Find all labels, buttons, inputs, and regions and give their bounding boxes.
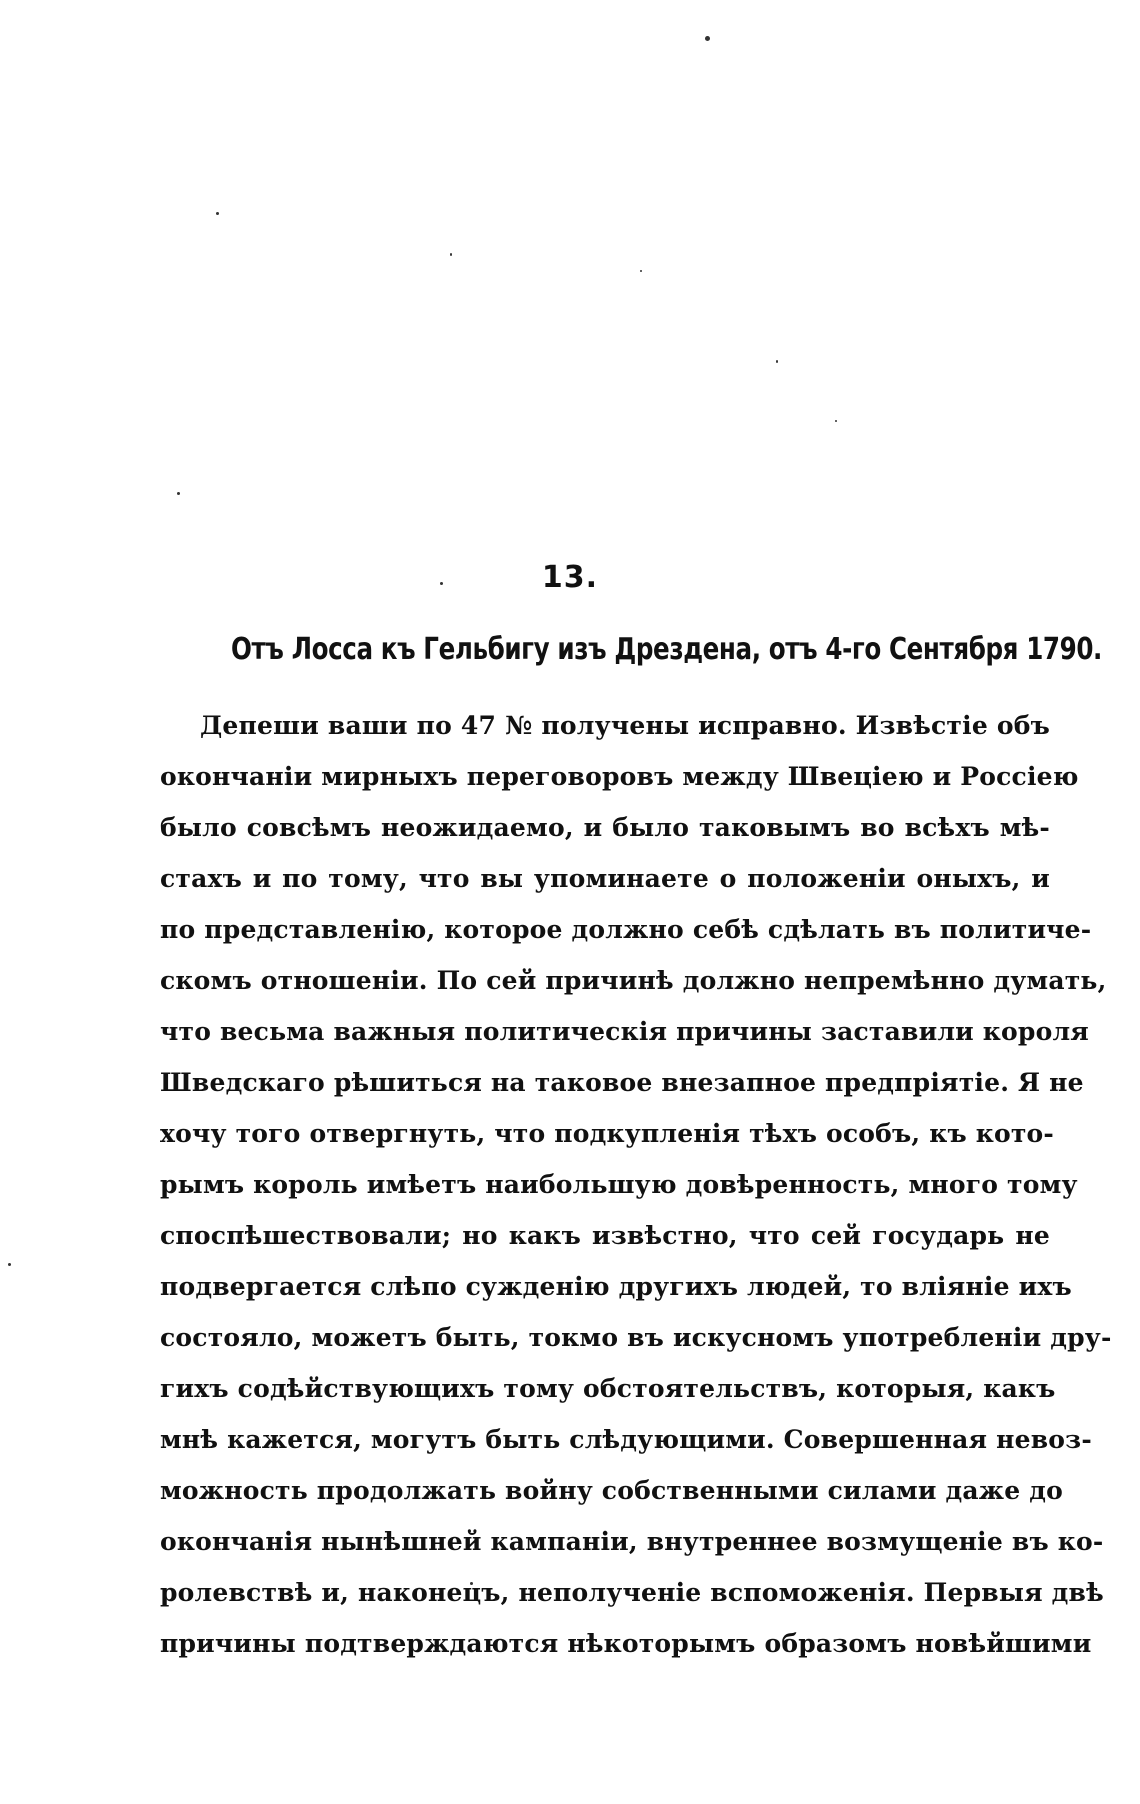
text-line: споспѣшествовали; но какъ извѣстно, что сей государь не [160, 1221, 1050, 1250]
text-line: что весьма важныя политическія причины заставили короля [160, 1017, 1089, 1046]
section-number: 13. [541, 560, 599, 595]
scan-speck [776, 360, 778, 363]
text-line: Депеши ваши по 47 № получены исправно. Извѣстіе объ [200, 711, 1050, 740]
letter-heading: Отъ Лосса къ Гельбигу изъ Дрездена, отъ 4-го Сентября 1790. [231, 632, 1102, 667]
scan-speck [835, 420, 837, 422]
text-line: гихъ содѣйствующихъ тому обстоятельствъ, которыя, какъ [160, 1374, 1056, 1403]
text-line: ролевствѣ и, наконецъ, неполученіе вспоможенія. Первыя двѣ [160, 1578, 1104, 1607]
text-line: мнѣ кажется, могутъ быть слѣдующими. Совершенная невоз- [160, 1425, 1092, 1454]
text-line: причины подтверждаются нѣкоторымъ образомъ новѣйшими [160, 1629, 1092, 1658]
letter-body [160, 700, 1112, 1669]
text-line: состояло, можетъ быть, токмо въ искусномъ употребленіи дру- [160, 1323, 1112, 1352]
text-line: подвергается слѣпо сужденію другихъ людей, то вліяніе ихъ [160, 1272, 1072, 1301]
scan-speck [450, 253, 452, 256]
scan-speck [216, 212, 219, 215]
text-line: скомъ отношеніи. По сей причинѣ должно непремѣнно думать, [160, 966, 1107, 995]
text-line: рымъ король имѣетъ наибольшую довѣренность, много тому [160, 1170, 1078, 1199]
text-line: было совсѣмъ неожидаемо, и было таковымъ во всѣхъ мѣ- [160, 813, 1050, 842]
text-line: Шведскаго рѣшиться на таковое внезапное предпріятіе. Я не [160, 1068, 1084, 1097]
scan-speck [705, 36, 710, 41]
text-line: стахъ и по тому, что вы упоминаете о положеніи оныхъ, и [160, 864, 1050, 893]
text-line: окончанія нынѣшней кампаніи, внутреннее возмущеніе въ ко- [160, 1527, 1104, 1556]
scan-speck [640, 270, 642, 272]
text-line: по представленію, которое должно себѣ сдѣлать въ политиче- [160, 915, 1092, 944]
text-line: окончаніи мирныхъ переговоровъ между Швеціею и Россіею [160, 762, 1079, 791]
text-line: хочу того отвергнуть, что подкупленія тѣхъ особъ, къ кото- [160, 1119, 1055, 1148]
text-line: можность продолжать войну собственными силами даже до [160, 1476, 1063, 1505]
scan-speck [177, 492, 180, 495]
scan-speck [8, 1263, 11, 1266]
